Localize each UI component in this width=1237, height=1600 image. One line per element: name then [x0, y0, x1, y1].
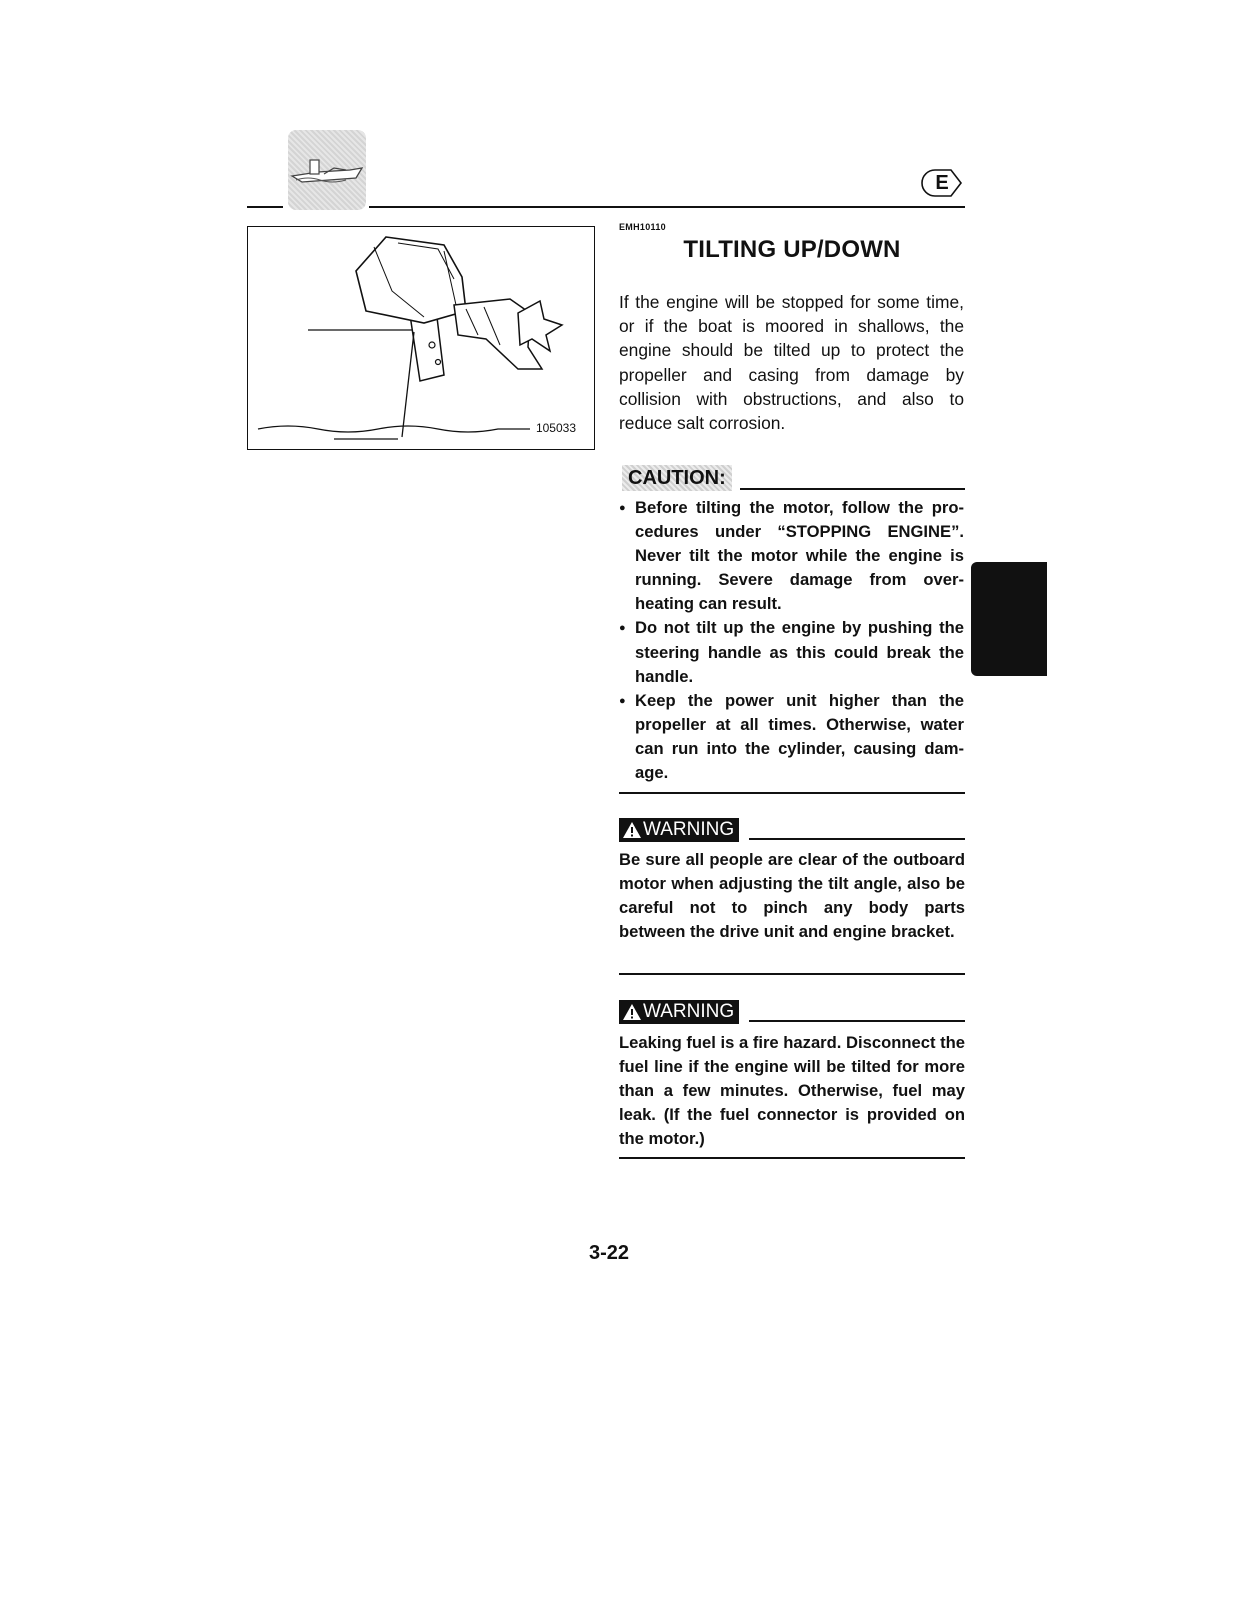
caution-rule: [740, 488, 965, 490]
intro-paragraph: If the engine will be stopped for some time, or if the boat is moored in shallows, the engine should be tilted up to protect the propeller and casing from damage by collision with obstructions, and also to reduce salt corrosion.: [619, 292, 964, 434]
tilt-figure: [247, 226, 595, 450]
section-title: TILTING UP/DOWN: [683, 236, 901, 263]
warning-label: [619, 1000, 739, 1024]
outboard-boat-icon: [288, 130, 366, 210]
warning-label: [619, 818, 739, 842]
warning-rule: [749, 1020, 965, 1022]
warning-text: Be sure all people are clear of the outboard motor when adjusting the tilt angle, also be careful not to pinch any body parts between the drive unit and engine bracket.: [619, 850, 965, 941]
caution-item: ● Do not tilt up the engine by pushing the steering handle as this could break the handle.: [619, 616, 964, 688]
language-badge-letter: E: [935, 171, 949, 194]
warning-triangle-icon: [622, 1003, 642, 1021]
caution-list: [619, 496, 964, 785]
warning-text: Leaking fuel is a fire hazard. Disconnect the fuel line if the engine will be tilted for more than a few minutes. Otherwise, fuel may leak. (If the fuel connector is provided on the motor.): [619, 1033, 965, 1148]
caution-label: CAUTION:: [622, 465, 732, 491]
warning-rule: [749, 838, 965, 840]
header-rule-right: [369, 206, 965, 208]
caution-item: ● Before tilting the motor, follow the procedures under “STOPPING ENGINE”. Never tilt the motor while the engine is running. Severe damage from overheating can result.: [619, 496, 964, 616]
warning-end-rule: [619, 973, 965, 975]
caution-end-rule: [619, 792, 965, 794]
page-number: 3-22: [589, 1242, 630, 1264]
figure-number: 105033: [535, 421, 576, 435]
outboard-motor-tilt-illustration: [248, 227, 594, 449]
chapter-thumb-tab: [971, 562, 1047, 676]
caution-item: ● Keep the power unit higher than the propeller at all times. Otherwise, water can run into the cylinder, causing damage.: [619, 689, 964, 785]
warning-triangle-icon: [622, 821, 642, 839]
warning-end-rule: [619, 1157, 965, 1159]
header-rule-left: [247, 206, 283, 208]
language-badge: [921, 168, 963, 198]
warning-label-text: WARNING: [643, 1001, 735, 1022]
warning-label-text: WARNING: [643, 819, 735, 840]
document-code: EMH10110: [619, 222, 666, 232]
